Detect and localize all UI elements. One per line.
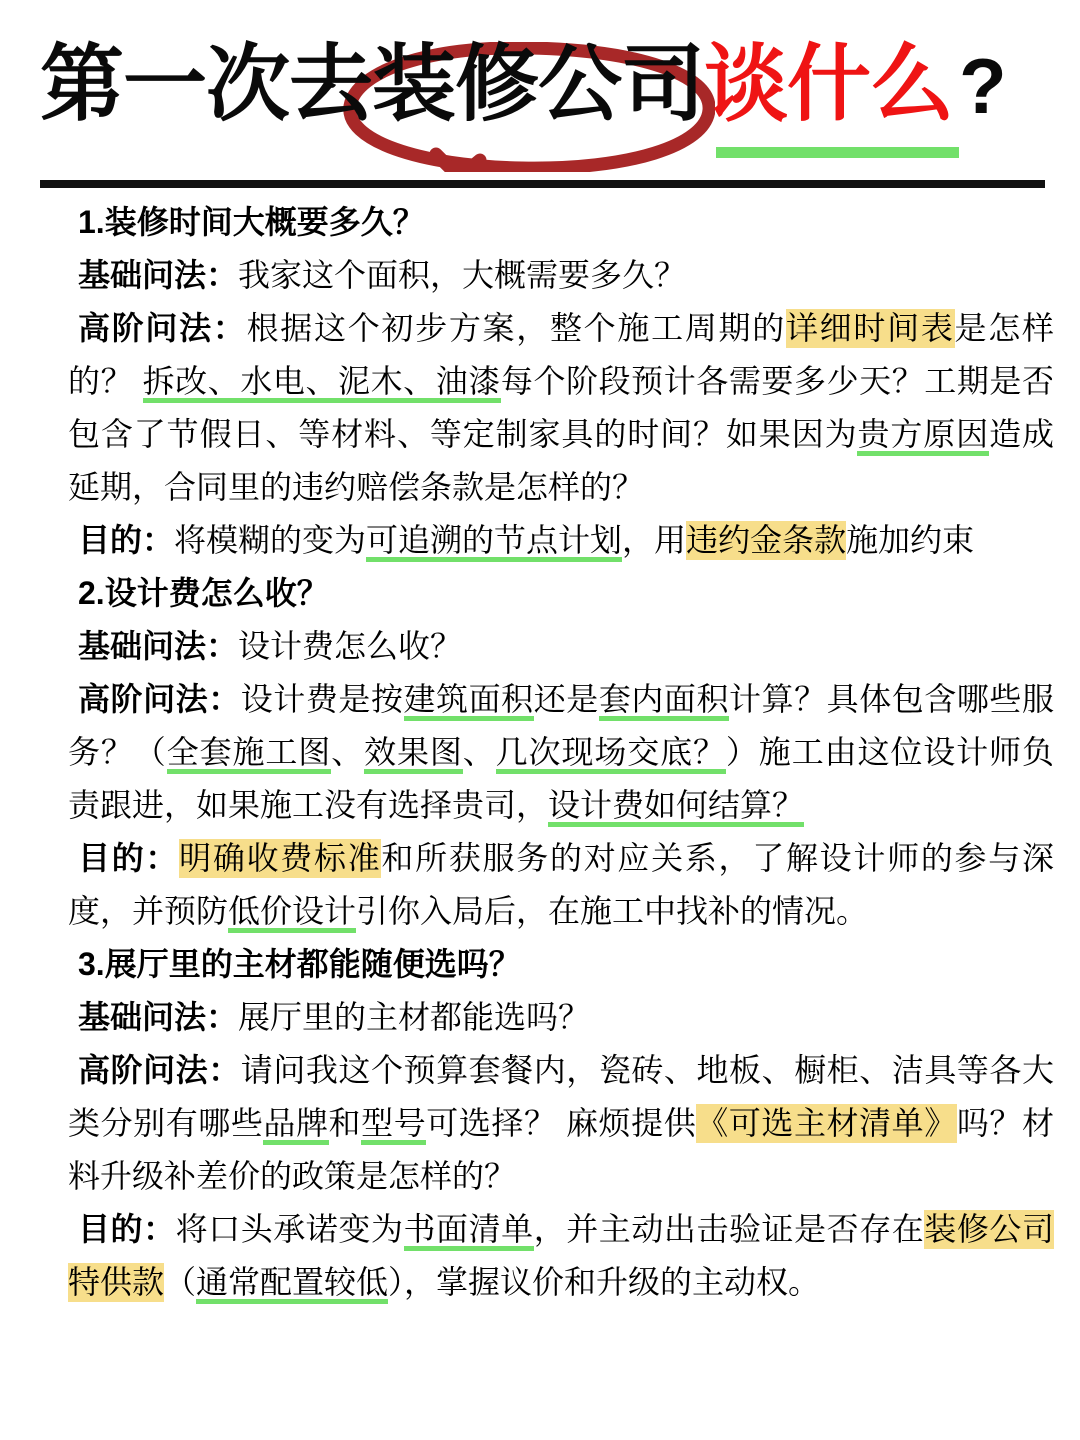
advanced-question-1	[0, 302, 1080, 514]
advanced-2-underline-3: 套内面积	[599, 681, 729, 722]
title-block	[0, 0, 1080, 190]
advanced-2-text-2: 还是	[533, 681, 599, 717]
advanced-3-text-6: 吗？材料升级补差价的政策是怎样的？	[68, 1105, 1054, 1194]
purpose-label-1: 目的：	[78, 522, 175, 558]
advanced-2-text-8: 、	[462, 734, 496, 770]
advanced-2-text-0: 设计费是按	[240, 681, 404, 717]
page-title	[40, 37, 1006, 131]
title-green-underline	[716, 147, 959, 158]
section-2	[0, 567, 1080, 938]
purpose-3-text-6: ），掌握议价和升级的主动权。	[388, 1264, 821, 1300]
advanced-1-text-6: 造成延期，合同里的违约赔偿条款是怎样的？	[68, 416, 1054, 505]
advanced-3-underline-1: 品牌	[263, 1105, 328, 1146]
purpose-1-text-2: ，用	[622, 522, 687, 558]
section-heading-1: 1.装修时间大概要多久？	[78, 204, 425, 240]
advanced-2-underline-1: 建筑面积	[404, 681, 534, 722]
purpose-1-text-4: 施加约束	[846, 522, 975, 558]
advanced-2-underline-9: 几次现场交底？	[496, 734, 726, 775]
purpose-3-underline-5: 通常配置较低	[196, 1264, 388, 1305]
purpose-1-underline-1: 可追溯的节点计划	[366, 522, 622, 563]
advanced-2-text-4: 计算？具体包含哪些服务？（	[68, 681, 1054, 770]
advanced-1-highlight-1: 详细时间表	[785, 310, 955, 346]
title-divider	[40, 180, 1045, 188]
advanced-1-text-4: 每个阶段预计各需要多少天？工期是否包含了节假日、等材料、等定制家具的时间？如果因为	[68, 363, 1054, 452]
purpose-label-3: 目的：	[78, 1211, 176, 1247]
advanced-1-text-0: 根据这个初步方案，整个施工周期的	[246, 310, 786, 346]
purpose-2-highlight-0: 明确收费标准	[179, 840, 382, 876]
advanced-question-2	[0, 673, 1080, 832]
purpose-3-text-0: 将口头承诺变为	[175, 1211, 404, 1247]
purpose-3-underline-1: 书面清单	[404, 1211, 534, 1252]
purpose-3-highlight-3: 装修公司特供款	[68, 1211, 1054, 1300]
basic-question-label-2: 基础问法：	[78, 628, 239, 664]
advanced-1-underline-3: 拆改、水电、泥木、油漆	[143, 363, 501, 404]
advanced-question-label-1: 高阶问法：	[78, 310, 247, 346]
basic-question-text-1: 我家这个面积，大概需要多久？	[238, 257, 687, 293]
purpose-2	[0, 832, 1080, 938]
advanced-3-text-2: 和	[328, 1105, 362, 1141]
purpose-3	[0, 1203, 1080, 1309]
section-3	[0, 938, 1080, 1309]
advanced-3-highlight-5: 《可选主材清单》	[696, 1105, 957, 1141]
advanced-2-underline-7: 效果图	[364, 734, 463, 775]
purpose-1-highlight-3: 违约金条款	[686, 522, 847, 558]
section-heading-2: 2.设计费怎么收？	[78, 575, 329, 611]
advanced-2-text-10: ）施工由这位设计师负责跟进，如果施工没有选择贵司，	[68, 734, 1054, 823]
title-part-prefix: 第一次去	[40, 37, 373, 131]
purpose-3-text-2: ，并主动出击验证是否存在	[533, 1211, 925, 1247]
advanced-3-text-4: 可选择？ 麻烦提供	[426, 1105, 697, 1141]
basic-question-label-1: 基础问法：	[78, 257, 239, 293]
advanced-1-text-2: 是怎样的？	[68, 310, 1054, 399]
basic-question-3	[0, 991, 1080, 1044]
purpose-label-2: 目的：	[78, 840, 180, 876]
advanced-3-text-0: 请问我这个预算套餐内，瓷砖、地板、橱柜、洁具等各大类分别有哪些	[68, 1052, 1054, 1141]
advanced-3-underline-3: 型号	[361, 1105, 426, 1146]
content-body	[0, 196, 1080, 1309]
advanced-1-underline-5: 贵方原因	[857, 416, 989, 457]
purpose-1-text-0: 将模糊的变为	[174, 522, 367, 558]
advanced-question-label-2: 高阶问法：	[78, 681, 241, 717]
purpose-2-underline-2: 低价设计	[228, 893, 356, 934]
advanced-2-underline-11: 设计费如何结算？	[548, 787, 804, 828]
basic-question-label-3: 基础问法：	[78, 999, 239, 1035]
basic-question-1	[0, 249, 1080, 302]
title-part-highlighted: 谈什么	[704, 37, 954, 131]
purpose-2-text-1: 和所获服务的对应关系，了解设计师的参与深度，并预防	[68, 840, 1054, 929]
section-1	[0, 196, 1080, 567]
basic-question-text-2: 设计费怎么收？	[238, 628, 463, 664]
advanced-question-3	[0, 1044, 1080, 1203]
title-question-mark: ?	[959, 42, 1006, 130]
purpose-3-text-4: （	[164, 1264, 197, 1300]
advanced-2-underline-5: 全套施工图	[167, 734, 331, 775]
advanced-2-text-6: 、	[331, 734, 365, 770]
title-part-circled: 装修公司	[372, 37, 705, 131]
basic-question-2	[0, 620, 1080, 673]
purpose-1	[0, 514, 1080, 567]
purpose-2-text-3: 引你入局后，在施工中找补的情况。	[356, 893, 869, 929]
advanced-question-label-3: 高阶问法：	[78, 1052, 241, 1088]
basic-question-text-3: 展厅里的主材都能选吗？	[238, 999, 591, 1035]
section-heading-3: 3.展厅里的主材都能随便选吗？	[78, 946, 521, 982]
